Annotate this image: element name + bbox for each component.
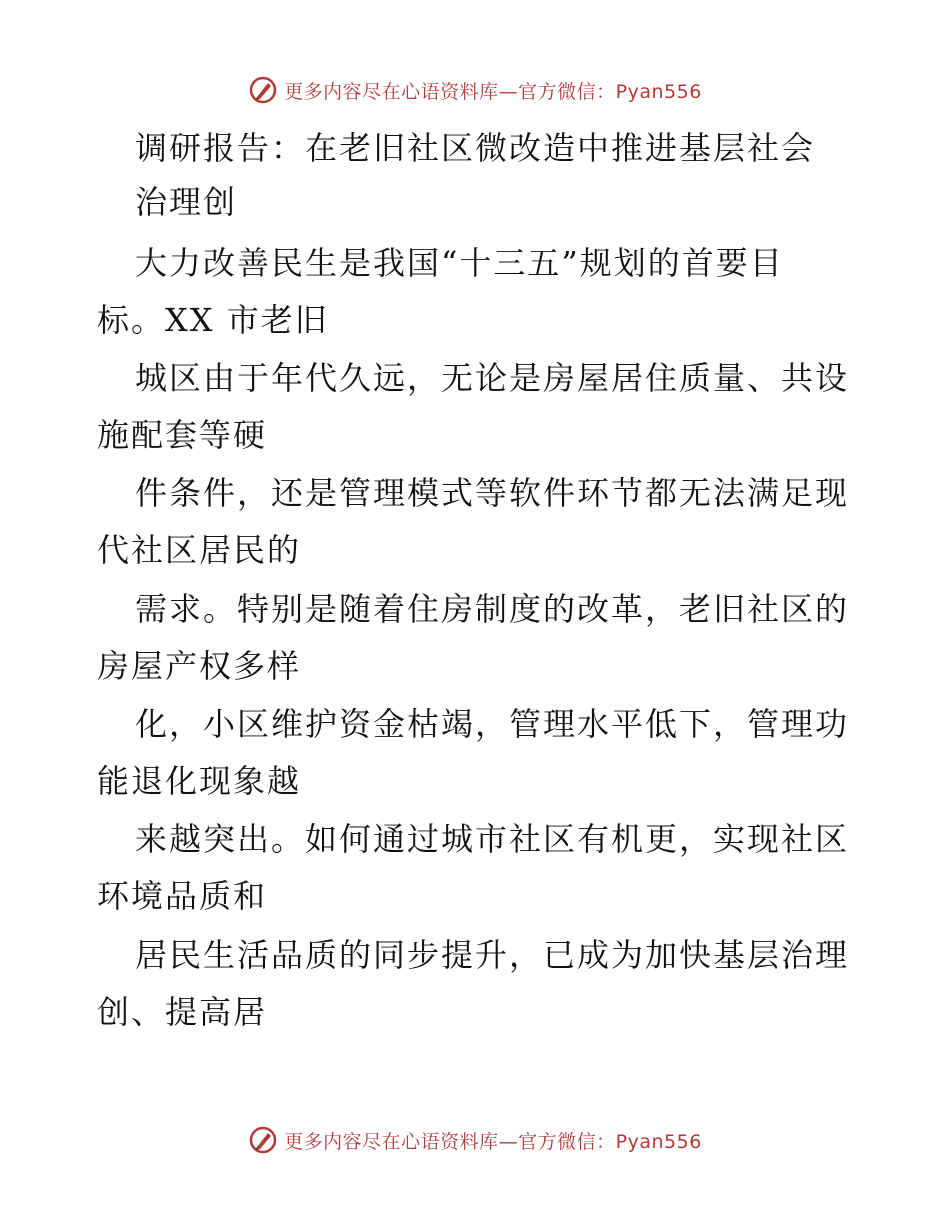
document-line: 件条件，还是管理模式等软件环节都无法满足现 (135, 474, 850, 512)
document-line: 来越突出。如何通过城市社区有机更，实现社区 (135, 820, 850, 858)
document-line: 治理创 (135, 183, 238, 221)
document-line: 施配套等硬 (97, 416, 268, 454)
document-line: 大力改善民生是我国“十三五”规划的首要目 (135, 244, 784, 282)
footer-watermark-text: 更多内容尽在心语资料库—官方微信：Pyan556 (284, 1130, 702, 1153)
document-line: 城区由于年代久远，无论是房屋居住质量、共设 (135, 359, 850, 397)
document-line: 能退化现象越 (97, 762, 302, 800)
document-line: 居民生活品质的同步提升，已成为加快基层治理 (135, 936, 850, 974)
document-line: 标。XX 市老旧 (97, 301, 329, 339)
header-watermark-text: 更多内容尽在心语资料库—官方微信：Pyan556 (284, 80, 702, 103)
pen-logo-icon (248, 75, 278, 105)
document-line: 调研报告：在老旧社区微改造中推进基层社会 (135, 129, 816, 167)
pen-logo-icon (248, 1125, 278, 1155)
document-line: 化，小区维护资金枯竭，管理水平低下，管理功 (135, 705, 850, 743)
document-line: 房屋产权多样 (97, 647, 302, 685)
header-watermark-banner (0, 70, 950, 110)
footer-watermark-banner (0, 1120, 950, 1160)
document-line: 需求。特别是随着住房制度的改革，老旧社区的 (135, 590, 850, 628)
document-line: 代社区居民的 (97, 531, 302, 569)
document-line: 创、提高居 (97, 993, 268, 1031)
document-line: 环境品质和 (97, 877, 268, 915)
